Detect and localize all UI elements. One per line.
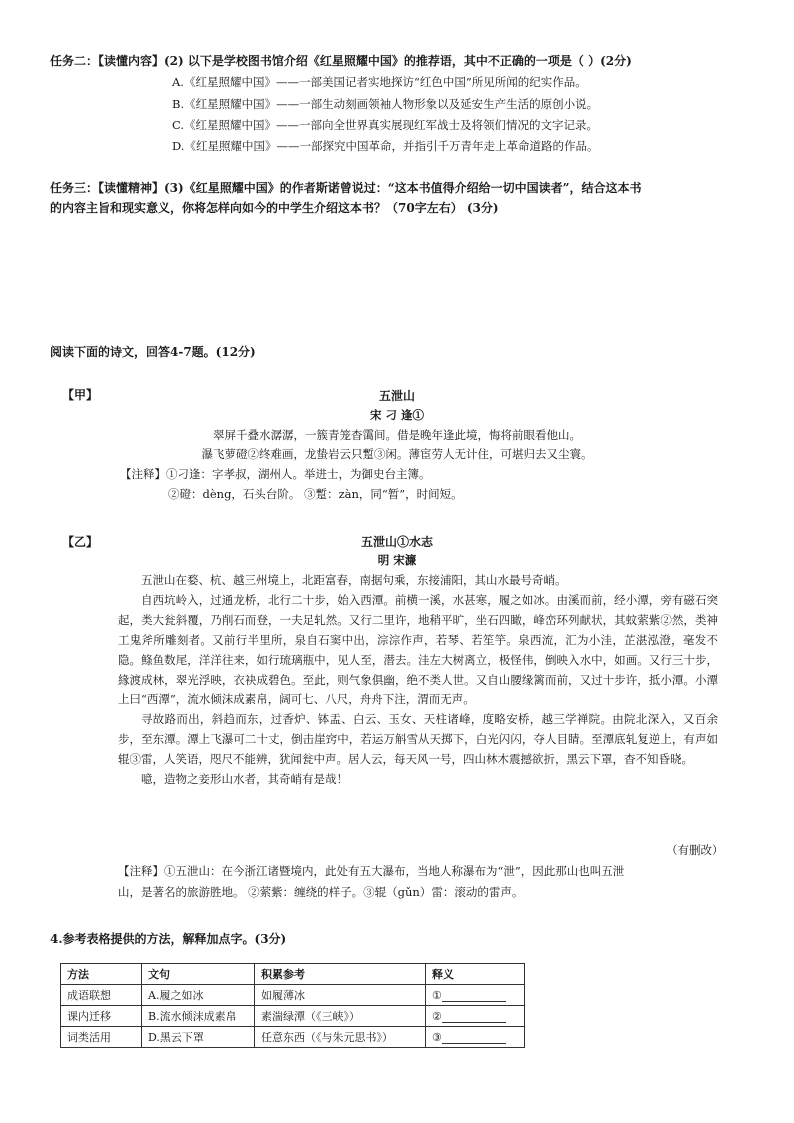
source-note: （有删改） [666, 843, 724, 857]
option-a: A.《红星照耀中国》——一部美国记者实地探访“红色中国”所见所闻的纪实作品。 [172, 75, 587, 89]
cell: D.黑云下罩 [142, 1027, 255, 1048]
task2-stem: 任务二：【读懂内容】(2) 以下是学校图书馆介绍《红星照耀中国》的推荐语，其中不正确的一项是（ ）(2分) [50, 54, 632, 68]
yi-paragraph-3: 寻故路而出，斜趋而东，过香炉、钵盂、白云、玉女、天柱诸峰，度略安桥，越三学禅院。由院北深入，又百余步，至东潭。潭上飞瀑可二十丈，倒击崖窍中，若运万斛雪从天掷下，白光闪闪，夺人目睛。至潭底轧复逆上，有声如辊③雷，人笑语，咫尺不能辨，犹闻瓮中声。居人云，每天风一号，四山林木震撼欲折，黑云下罩，杳不知昏晓。 [118, 712, 718, 767]
jia-note-1: 【注释】①刁逢：字孝叔，湖州人。举进士，为御史台主簿。 [120, 467, 431, 481]
table-row [61, 985, 525, 1006]
yi-author: 明 宋濂 [377, 553, 417, 567]
option-c: C.《红星照耀中国》——一部向全世界真实展现红军战士及将领们情况的文字记录。 [172, 118, 599, 132]
header-sentence: 文句 [142, 964, 255, 985]
jia-note-2: ②磴：dèng，石头台阶。 ③蹔：zàn，同“暂”，时间短。 [168, 487, 463, 501]
answer-blank[interactable] [442, 1010, 506, 1023]
answer-cell[interactable] [426, 1027, 525, 1048]
yi-title: 五泄山①水志 [360, 535, 433, 549]
yi-paragraph-4: 噫，造物之妾形山水者，其奇峭有是哉！ [141, 772, 348, 787]
yi-note-1: 【注释】①五泄山：在今浙江诸暨境内，此处有五大瀑布，当地人称瀑布为“泄”，因此那山也叫五泄 [118, 864, 625, 878]
q4-table [60, 963, 525, 1048]
jia-tag: 【甲】 [62, 388, 99, 402]
option-b: B.《红星照耀中国》——一部生动刻画领袖人物形象以及延安生产生活的原创小说。 [172, 97, 599, 111]
answer-blank[interactable] [442, 989, 506, 1002]
q4-stem: 4.参考表格提供的方法，解释加点字。(3分) [50, 932, 287, 946]
table-row [61, 1027, 525, 1048]
answer-cell[interactable] [426, 985, 525, 1006]
reading-intro: 阅读下面的诗文，回答4-7题。(12分) [50, 345, 256, 359]
table-header-row [61, 964, 525, 985]
cell: 课内迁移 [61, 1006, 142, 1027]
jia-author: 宋 刁 逢① [369, 408, 424, 422]
task3-line2: 的内容主旨和现实意义，你将怎样向如今的中学生介绍这本书？（70字左右） (3分) [50, 201, 499, 215]
answer-blank[interactable] [442, 1031, 506, 1044]
cell: 素湍绿潭（《三峡》） [255, 1006, 426, 1027]
header-meaning: 释义 [426, 964, 525, 985]
cell: 成语联想 [61, 985, 142, 1006]
cell: 词类活用 [61, 1027, 142, 1048]
yi-note-2: 山，是著名的旅游胜地。 ②萦紫：缠绕的样子。③辊（gǔn）雷：滚动的雷声。 [118, 885, 524, 899]
table-row [61, 1006, 525, 1027]
jia-poem-line-1: 翠屏千叠水潺潺，一簇青笼杳霭间。借是晚年逢此境，悔将前眼看他山。 [213, 428, 581, 442]
yi-paragraph-1: 五泄山在婺、杭、越三州境上，北距富春，南据句乘，东接浦阳，其山水最号奇峭。 [141, 573, 567, 587]
cell: 如履薄冰 [255, 985, 426, 1006]
header-method: 方法 [61, 964, 142, 985]
cell: A.履之如冰 [142, 985, 255, 1006]
cell: 任意东西（《与朱元思书》） [255, 1027, 426, 1048]
jia-poem-line-2: 瀑飞萝磴②终难画，龙蛰岩云只蹔③闲。薄宦劳人无计住，可堪归去又尘寰。 [201, 447, 593, 461]
answer-number: ③ [432, 1030, 442, 1044]
answer-number: ② [432, 1009, 442, 1023]
cell: B.流水倾沫成素帛 [142, 1006, 255, 1027]
task3-line1: 任务三：【读懂精神】(3)《红星照耀中国》的作者斯诺曾说过：“这本书值得介绍给一切中国读者”，结合这本书 [50, 181, 642, 195]
answer-cell[interactable] [426, 1006, 525, 1027]
yi-paragraph-2: 自西坑岭入，过通龙桥，北行二十步，始入西潭。前横一溪，水甚寒，履之如冰。由溪而前，经小潭，旁有磁石突起，类大瓮斜覆，乃削石而登，一夫足轧然。又行二里许，地稍平旷，坐石四瞰，峰峦环列献状，其蚊萦紫②然，类神工鬼斧所雕刻者。又前行半里所，泉自石窦中出，淙淙作声，若琴、若笙竽。泉西流，汇为小洼，芷湛泓澄，毫发不隐。鲦鱼数尾，洋洋往来，如行琉璃瓶中，见人至，潜去。洼左大树离立，极怪伟，倒映入水中，如画。又行三十步，緣渡成林，翠光浮映，衣袂成碧色。至此，则气象俱幽，绝不类人世。又自山腰缘篱而前，又过十步许，抵小潭。小潭上曰“西潭”，流水倾沫成素帛，阔可七、八尺，舟舟下注，渭而无声。 [118, 592, 718, 707]
yi-text [118, 571, 718, 790]
header-reference: 积累参考 [255, 964, 426, 985]
answer-number: ① [432, 988, 442, 1002]
jia-title: 五泄山 [378, 389, 415, 403]
yi-tag: 【乙】 [62, 535, 99, 549]
option-d: D.《红星照耀中国》——一部探究中国革命，并指引千万青年走上革命道路的作品。 [172, 139, 599, 153]
